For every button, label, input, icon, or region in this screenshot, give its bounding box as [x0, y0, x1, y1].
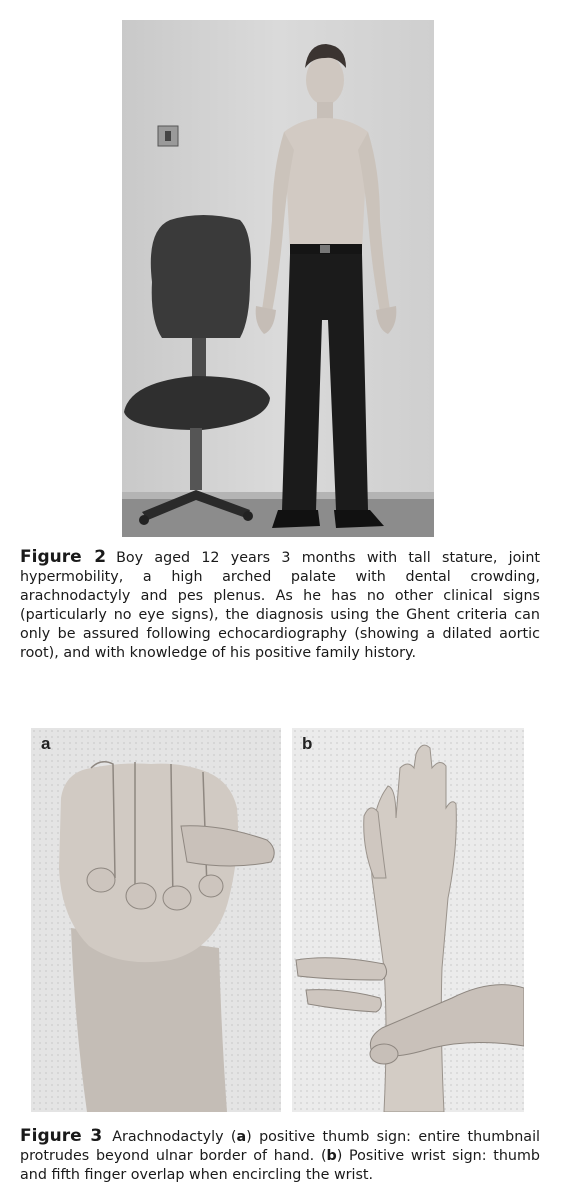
figure-3-caption-text-3: ) Positive wrist sign: thumb and fifth finger overlap when encircling the wrist. — [20, 1148, 540, 1183]
figure-3-caption-ref-b: b — [326, 1148, 337, 1164]
panel-a-letter: a — [41, 734, 51, 753]
figure-2-photo — [122, 20, 434, 537]
figure-2-label: Figure 2 — [20, 547, 107, 567]
figure-3-caption-text-1: Arachnodactyly ( — [112, 1129, 237, 1145]
figure-3-panel-a — [31, 728, 281, 1112]
figure-3-caption-text-2: ) positive thumb sign: entire thumbnail protrudes beyond ulnar border of hand. ( — [20, 1129, 541, 1164]
figure-2-caption-text: Boy aged 12 years 3 months with tall stature, joint hypermobility, a high arched palate with dental crowding, arachnodactyly and pes plenus. As he has no other clinical signs (particularly no eye signs), the diagnosis using the Ghent criteria can only be assured following echocardiography (showing a dilated aortic root), and with knowledge of his positive family history. — [20, 550, 541, 661]
figure-3-caption-ref-a: a — [236, 1129, 247, 1145]
panel-b-letter: b — [302, 734, 313, 753]
figure-2-caption — [20, 548, 540, 663]
light-switch — [158, 126, 178, 146]
figure-3-panel-b — [292, 728, 524, 1112]
figure-3-label: Figure 3 — [20, 1126, 103, 1146]
figure-3-caption — [20, 1127, 540, 1185]
